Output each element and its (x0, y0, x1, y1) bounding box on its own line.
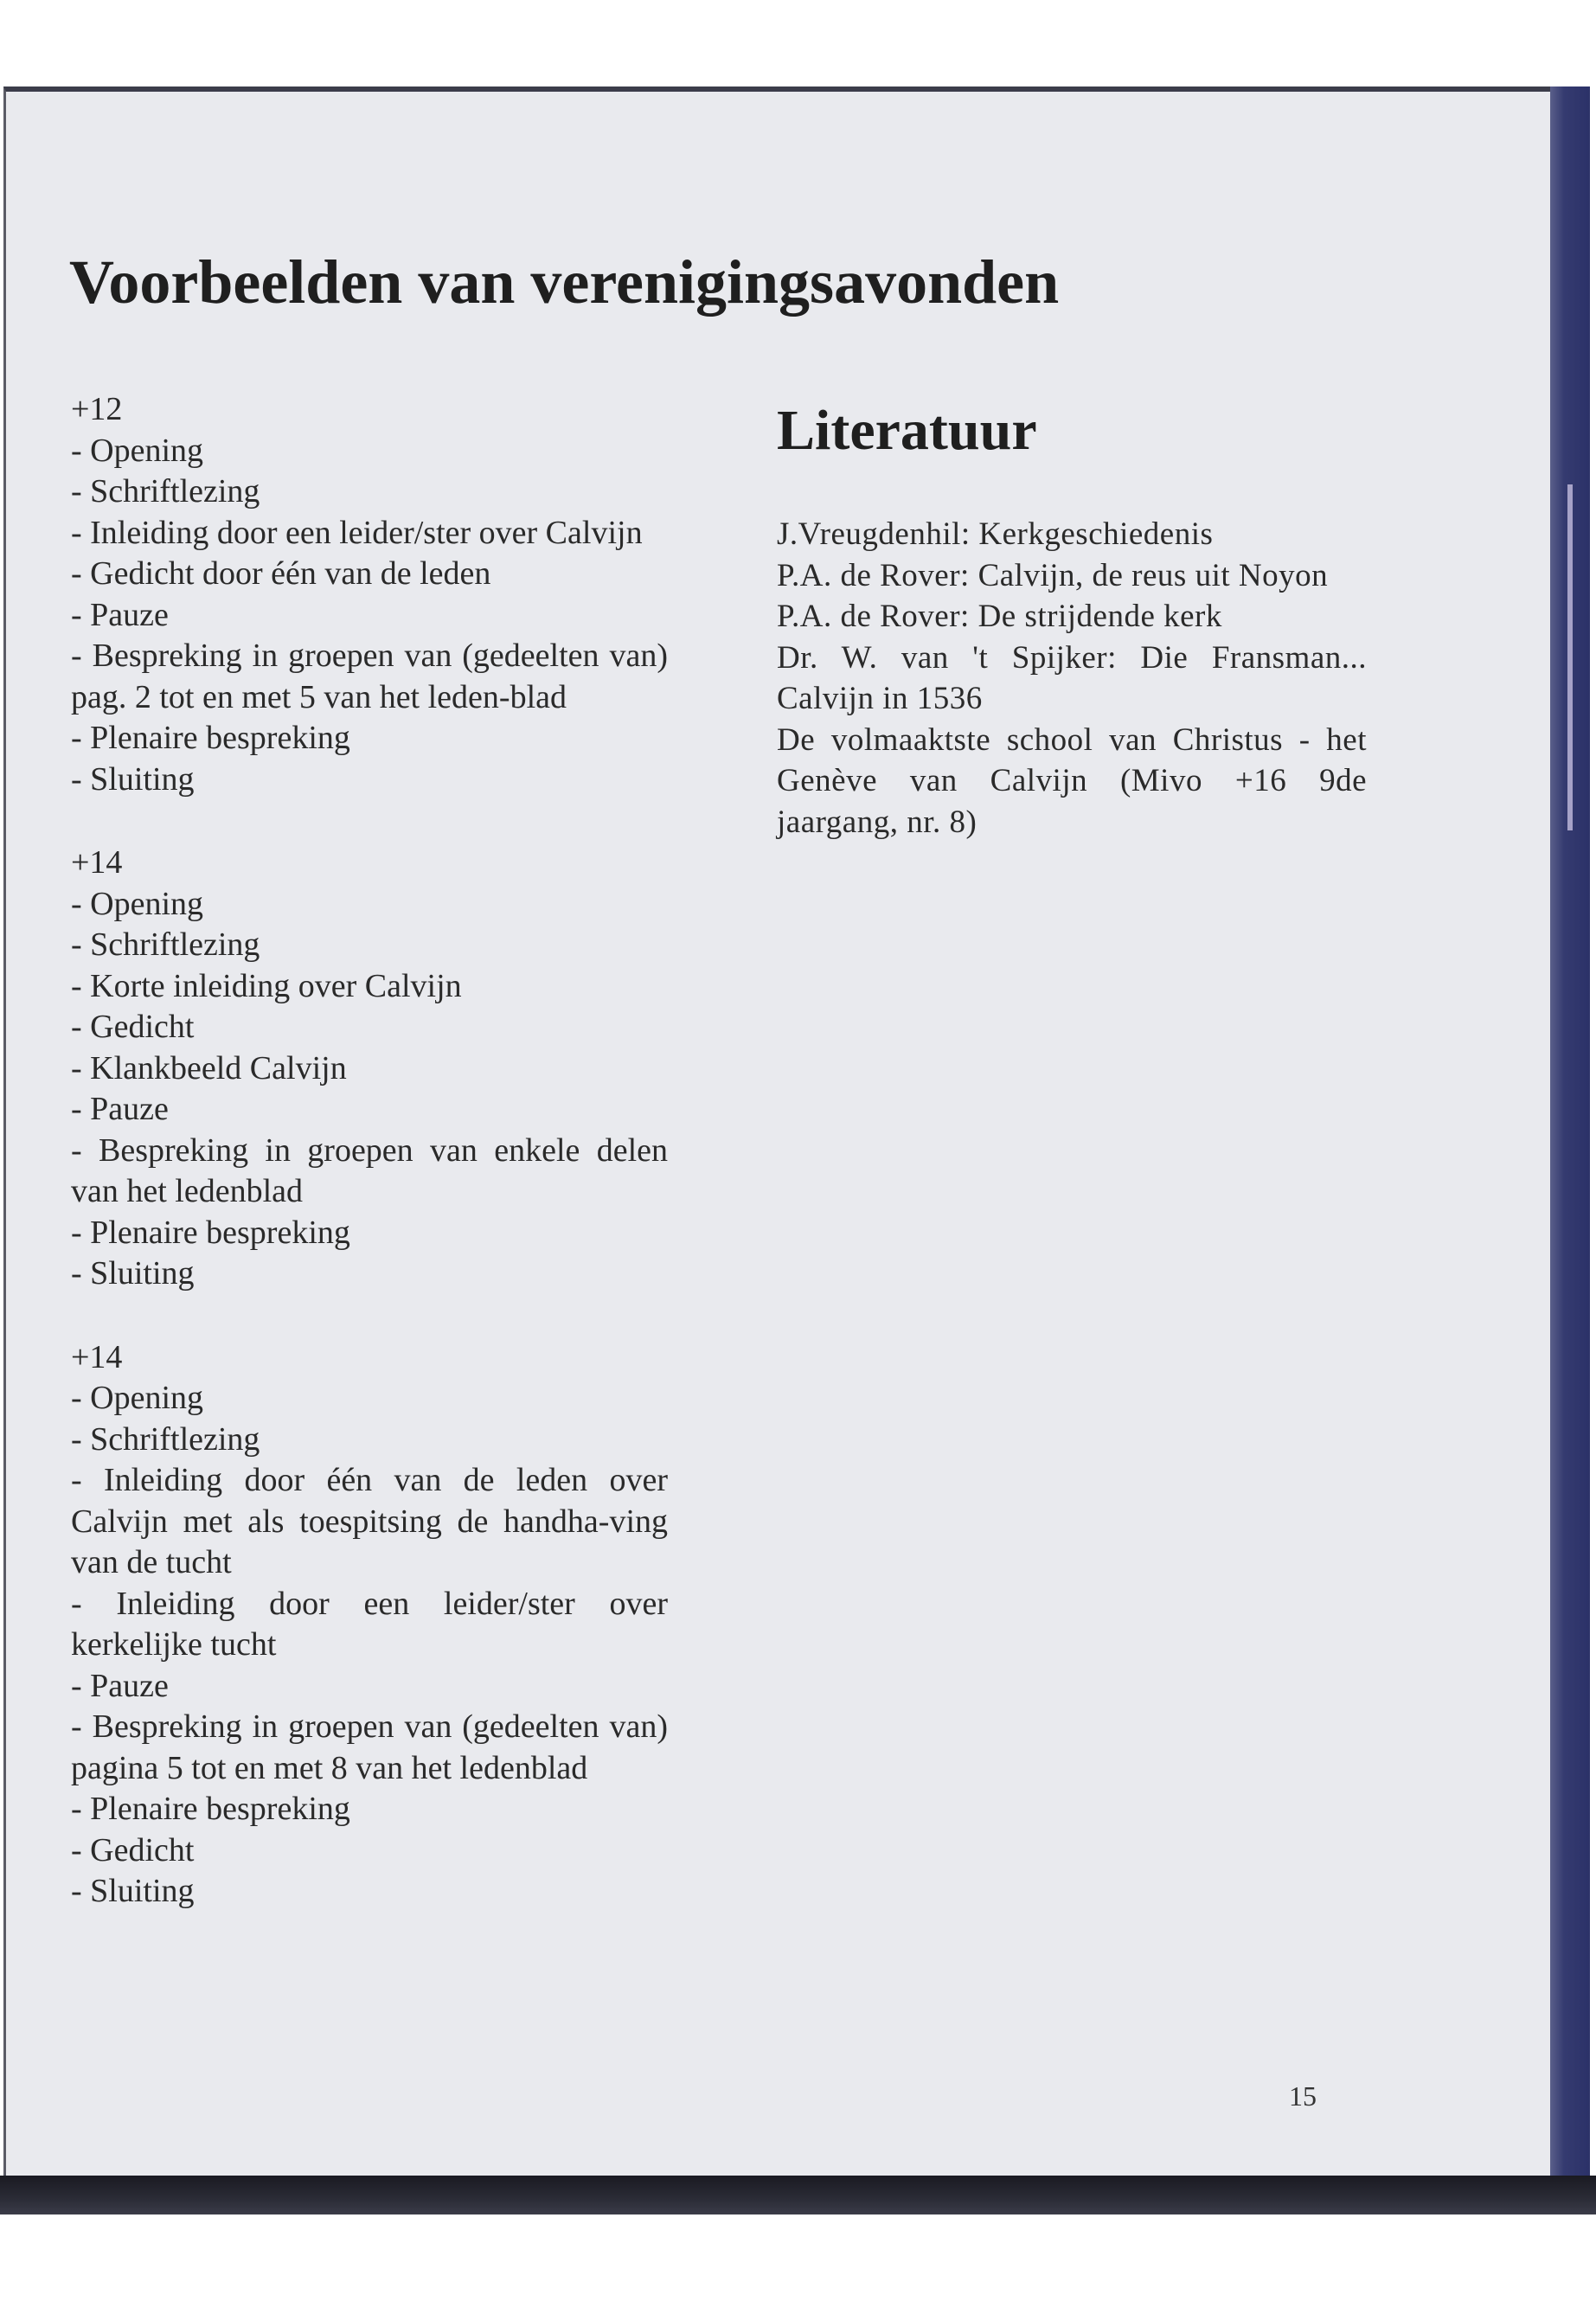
program-item: - Pauze (71, 1091, 169, 1127)
scan-margin-bottom (0, 2214, 1596, 2301)
age-group-heading: +14 (71, 844, 123, 881)
program-item: - Schriftlezing (71, 473, 260, 510)
program-item: - Bespreking in groepen van (gedeelten van) pagina 5 tot en met 8 van het ledenblad (71, 1708, 668, 1786)
program-item: - Gedicht door één van de leden (71, 555, 491, 592)
program-item: - Klankbeeld Calvijn (71, 1049, 347, 1086)
program-item: - Opening (71, 432, 204, 469)
literature-section (777, 396, 1367, 843)
literature-reference: P.A. de Rover: Calvijn, de reus uit Noyon (777, 557, 1329, 593)
book-cover-edge (1550, 87, 1590, 2184)
program-item: - Plenaire bespreking (71, 1791, 350, 1827)
program-item: - Plenaire bespreking (71, 720, 350, 756)
program-item: - Gedicht (71, 1831, 195, 1868)
page-title: Voorbeelden van verenigingsavonden (69, 247, 1060, 317)
age-group-heading: +14 (71, 1338, 123, 1375)
program-item: - Inleiding door een leider/ster over Calvijn (71, 514, 643, 551)
program-item: - Plenaire bespreking (71, 1214, 350, 1251)
program-item: - Gedicht (71, 1009, 195, 1045)
program-item: - Inleiding door één van de leden over Calvijn met als toespitsing de handha-ving van de tucht (71, 1462, 668, 1580)
program-item: - Inleiding door een leider/ster over kerkelijke tucht (71, 1585, 668, 1663)
program-item: - Bespreking in groepen van enkele delen van het ledenblad (71, 1131, 668, 1209)
program-item: - Schriftlezing (71, 926, 260, 963)
meeting-programs (71, 389, 668, 1913)
program-item: - Opening (71, 885, 204, 922)
program-item: - Pauze (71, 596, 169, 633)
program-section (71, 389, 668, 800)
program-item: - Schriftlezing (71, 1420, 260, 1458)
program-item: - Sluiting (71, 1873, 195, 1909)
program-section (71, 1337, 668, 1913)
program-item: - Opening (71, 1380, 204, 1416)
page-number: 15 (1289, 2080, 1317, 2112)
literature-reference: P.A. de Rover: De strijdende kerk (777, 599, 1222, 634)
literature-reference: J.Vreugdenhil: Kerkgeschiedenis (777, 516, 1214, 552)
program-item: - Bespreking in groepen van (gedeelten van) pag. 2 tot en met 5 van het leden-blad (71, 638, 668, 715)
literature-reference: De volmaaktste school van Christus - het Genève van Calvijn (Mivo +16 9de jaargang, nr. 8) (777, 721, 1367, 840)
literature-reference: Dr. W. van 't Spijker: Die Fransman... Calvijn in 1536 (777, 639, 1367, 716)
cover-highlight (1567, 484, 1573, 830)
scan-margin-top (0, 0, 1596, 87)
age-group-heading: +12 (71, 391, 123, 427)
program-item: - Sluiting (71, 760, 195, 798)
program-item: - Pauze (71, 1667, 169, 1704)
program-section (71, 843, 668, 1295)
book-binding-bottom (0, 2176, 1596, 2214)
program-item: - Sluiting (71, 1255, 195, 1292)
literature-heading: Literatuur (777, 399, 1037, 462)
program-item: - Korte inleiding over Calvijn (71, 967, 462, 1004)
